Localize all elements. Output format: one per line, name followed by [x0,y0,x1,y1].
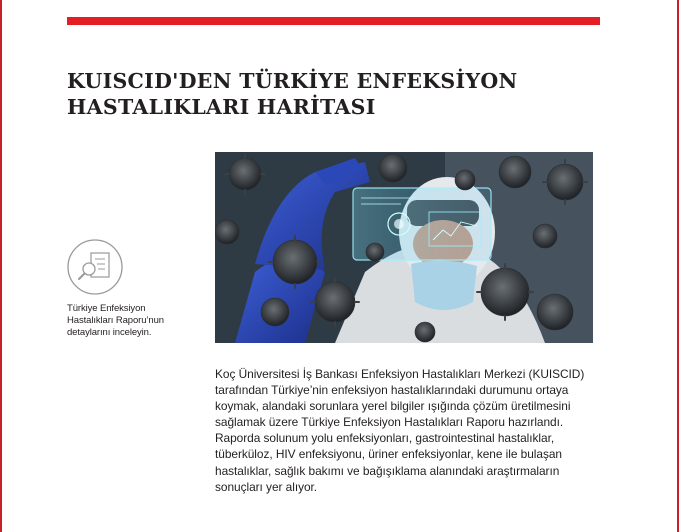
page-frame-right [677,0,679,532]
red-accent-bar [67,17,600,25]
page-title-line-1: KUISCID'DEN TÜRKİYE ENFEKSİYON [67,69,518,93]
document-magnifier-icon[interactable] [67,239,123,295]
page-frame-left [0,0,2,532]
page-title-line-2: HASTALIKLARI HARİTASI [67,95,376,119]
lab-scientist-virus-illustration [215,152,593,343]
page-title [67,68,597,120]
hero-image [215,152,593,343]
article-body: Koç Üniversitesi İş Bankası Enfeksiyon Hastalıkları Merkezi (KUISCID) tarafından Türkiye’nin enfeksiyon hastalıklarındaki durumunu ortaya koymak, alandaki sorunlara yerel bilgiler ışığında çözüm üretilmesini sağlamak üzere Türkiye Enfeksiyon Hastalıkları Raporu hazırlandı. Raporda solunum yolu enfeksiyonları, gastrointestinal hastalıklar, tüberküloz, HIV enfeksiyonu, üriner enfeksiyonlar, kene ile bulaşan hastalıklar, sağlık bakımı ve bağışıklama alanındaki araştırmaların sonuçları yer alıyor. [215,367,585,494]
report-link-note[interactable]: Türkiye Enfeksiyon Hastalıkları Raporu’nun detaylarını inceleyin. [67,303,164,338]
